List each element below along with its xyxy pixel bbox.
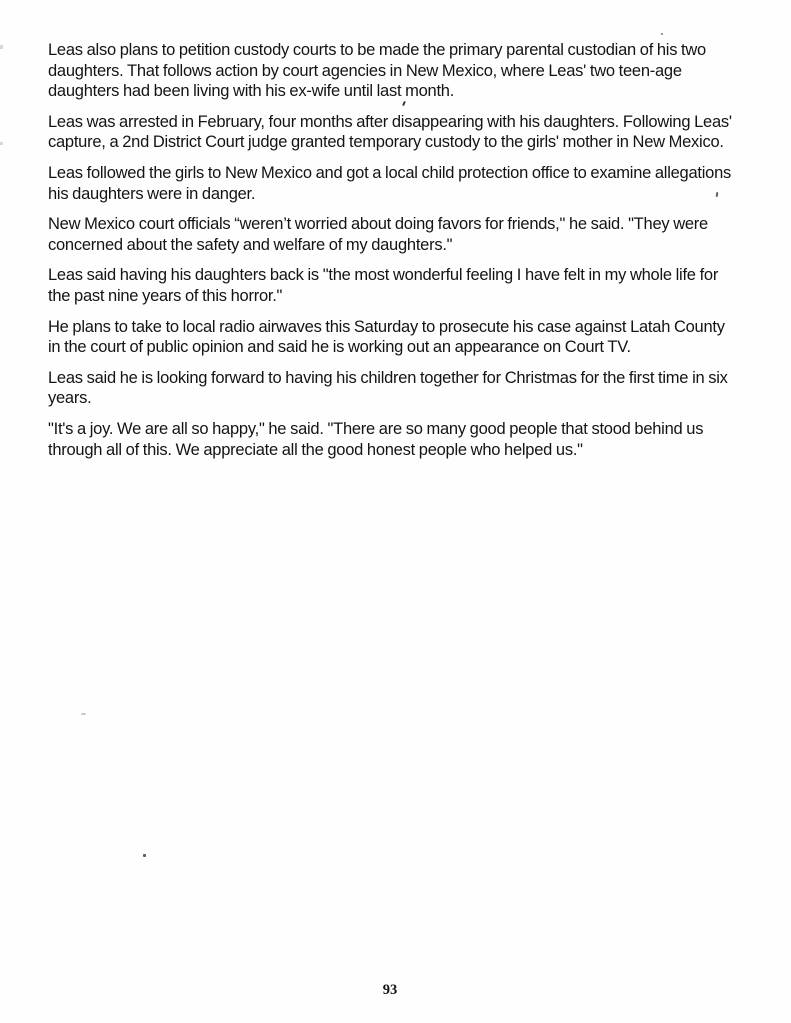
- paragraph: He plans to take to local radio airwaves this Saturday to prosecute his case against Latah County in the court of public opinion and said he is working out an appearance on Court TV.: [48, 317, 725, 357]
- paragraph: Leas also plans to petition custody courts to be made the primary parental custodian of his two daughters. That follows action by court agencies in New Mexico, where Leas' two teen-age daughters had been living with his ex-wife until last month.: [48, 41, 706, 101]
- scan-speck: [143, 854, 146, 857]
- scan-speck: [81, 713, 86, 715]
- paragraph: Leas followed the girls to New Mexico and got a local child protection office to examine allegations his daughters were in danger.: [48, 163, 732, 203]
- article-body: [48, 40, 738, 470]
- paragraph: "It's a joy. We are all so happy," he said. "There are so many good people that stood behind us through all of this. We appreciate all the good honest people who helped us.": [48, 419, 704, 459]
- paragraph: Leas was arrested in February, four months after disappearing with his daughters. Following Leas' capture, a 2nd District Court judge granted temporary custody to the girls' mother in New Mexico.: [48, 112, 732, 152]
- paragraph: Leas said having his daughters back is "the most wonderful feeling I have felt in my whole life for the past nine years of this horror.": [48, 266, 719, 305]
- page-number: 93: [382, 982, 398, 998]
- scan-edge-artifact: [0, 45, 3, 49]
- paragraph: Leas said he is looking forward to having his children together for Christmas for the first time in six years.: [48, 368, 728, 408]
- paragraph: New Mexico court officials “weren’t worried about doing favors for friends," he said. "They were concerned about the safety and welfare of my daughters.": [48, 215, 708, 254]
- scan-edge-artifact: [0, 142, 3, 145]
- scan-speck: [661, 33, 663, 35]
